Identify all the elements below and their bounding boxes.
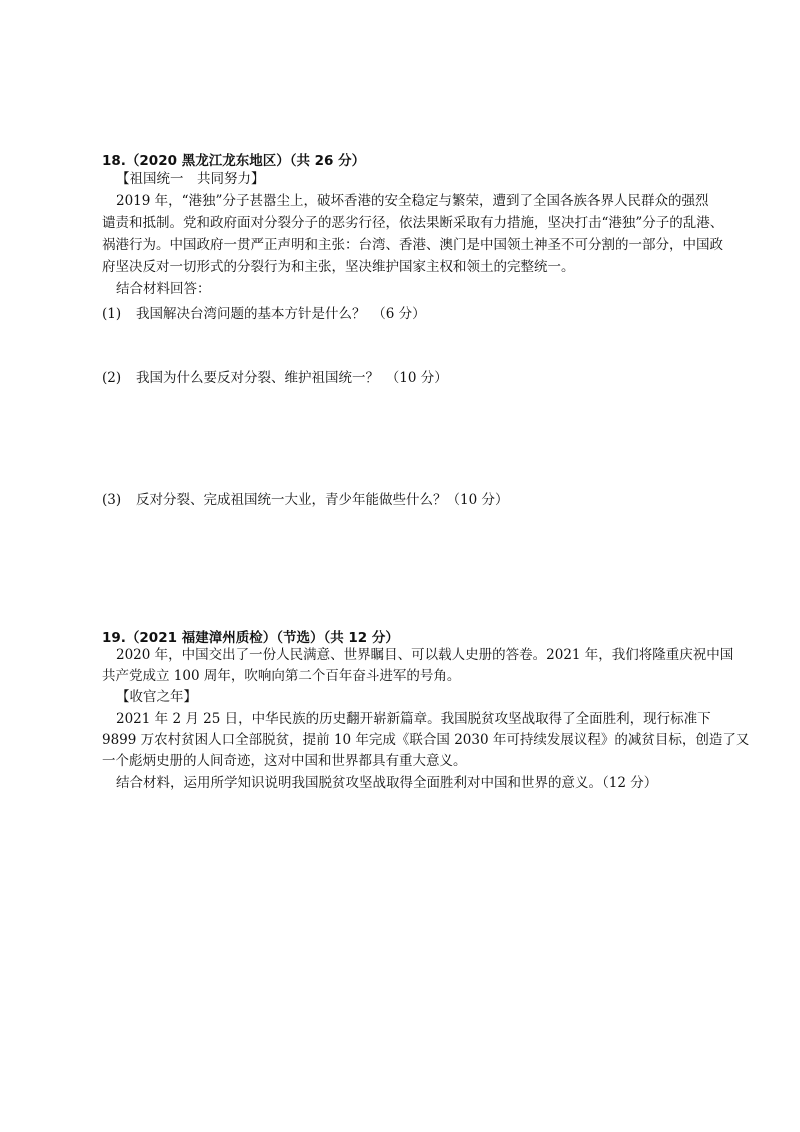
sub-question-number: (1) (102, 306, 122, 322)
q19-section-tag: 【收官之年】 (116, 689, 197, 705)
q18-prompt: 结合材料回答： (116, 281, 211, 297)
sub-question-text: 我国为什么要反对分裂、维护祖国统一？ （10 分） (136, 370, 448, 386)
q18-material-line-2: 谴责和抵制。党和政府面对分裂分子的恶劣行径，依法果断采取有力措施，坚决打击“港独”分子的乱港、 (102, 215, 724, 231)
sub-question-number: (2) (102, 370, 122, 386)
q19-material-line-3: 一个彪炳史册的人间奇迹，这对中国和世界都具有重大意义。 (102, 753, 467, 769)
q18-material-line-3: 祸港行为。中国政府一贯严正声明和主张：台湾、香港、澳门是中国领土神圣不可分割的一部分，中国政 (102, 237, 723, 253)
q18-section-tag: 【祖国统一 共同努力】 (116, 171, 265, 187)
q19-intro-line-1: 2020 年，中国交出了一份人民满意、世界瞩目、可以载人史册的答卷。2021 年，我们将隆重庆祝中国 (116, 647, 734, 663)
sub-question-number: (3) (102, 492, 122, 508)
q19-intro-line-2: 共产党成立 100 周年，吹响向第二个百年奋斗进军的号角。 (102, 668, 461, 684)
sub-question-text: 我国解决台湾问题的基本方针是什么？ （6 分） (136, 306, 426, 322)
q18-sub-question-1 (102, 302, 426, 322)
q19-title: 19.（2021 福建漳州质检）（节选）（共 12 分） (102, 630, 399, 646)
q18-sub-question-2 (102, 366, 448, 386)
q19-material-line-1: 2021 年 2 月 25 日，中华民族的历史翻开崭新篇章。我国脱贫攻坚战取得了全面胜利，现行标准下 (116, 711, 711, 727)
q19-question: 结合材料，运用所学知识说明我国脱贫攻坚战取得全面胜利对中国和世界的意义。（12 分） (116, 775, 658, 791)
q18-sub-question-3 (102, 488, 508, 508)
sub-question-text: 反对分裂、完成祖国统一大业，青少年能做些什么？（10 分） (136, 492, 509, 508)
q18-title: 18.（2020 黑龙江龙东地区）（共 26 分） (102, 153, 366, 169)
q18-material-line-1: 2019 年，“港独”分子甚嚣尘上，破坏香港的安全稳定与繁荣，遭到了全国各族各界人民群众的强烈 (116, 193, 709, 209)
q18-material-line-4: 府坚决反对一切形式的分裂行为和主张，坚决维护国家主权和领土的完整统一。 (102, 259, 575, 275)
q19-material-line-2: 9899 万农村贫困人口全部脱贫，提前 10 年完成《联合国 2030 年可持续发展议程》的减贫目标，创造了又 (102, 732, 750, 748)
